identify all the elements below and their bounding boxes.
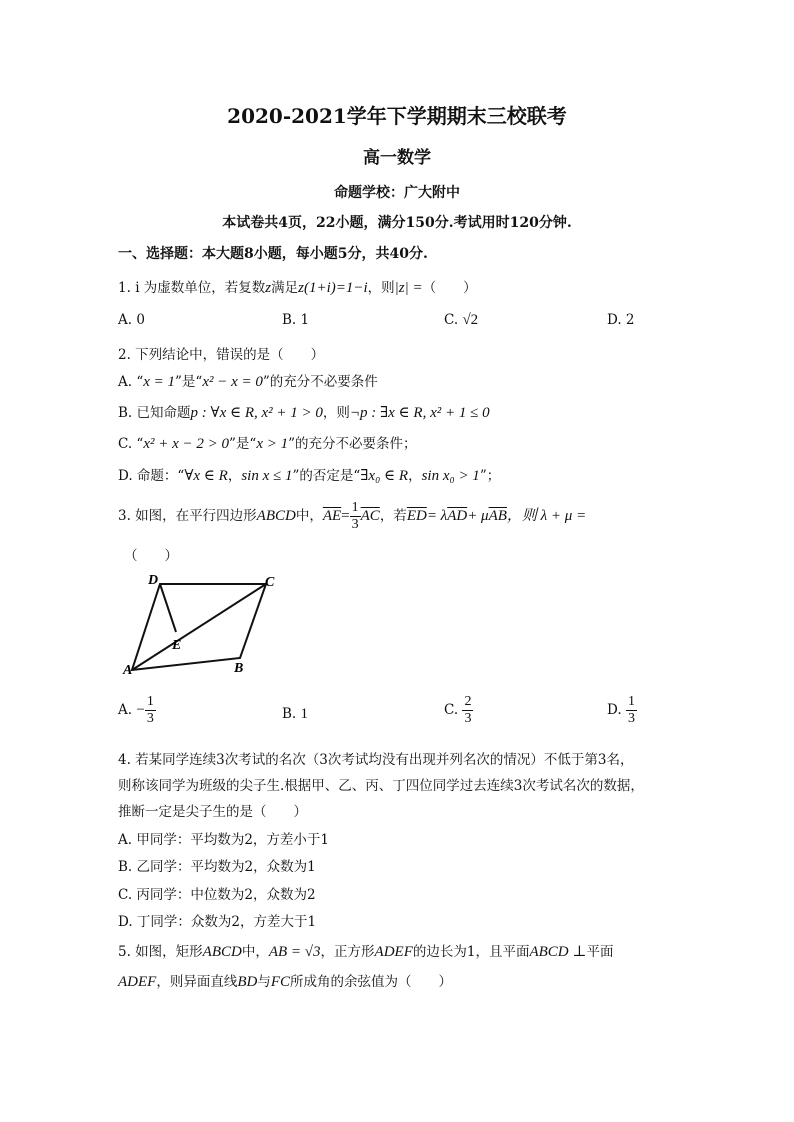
q3-option-b (282, 706, 308, 723)
q5-abcd-perp: ABCD ⊥ (529, 944, 587, 960)
q3-b-value: 1 (300, 706, 309, 722)
q3-a-den: 3 (146, 711, 154, 727)
q2-option-c (118, 432, 417, 453)
q2-b-pre: B. 已知命题 (118, 405, 191, 421)
q5-line-2 (118, 970, 452, 991)
q2-c-post: ”的充分不必要条件； (288, 436, 417, 452)
q2-d-post: ”； (479, 468, 501, 484)
q3-a-frac (145, 694, 156, 727)
exam-info: 本试卷共4页，22小题，满分150分.考试用时120分钟. (222, 215, 572, 231)
q3-fraction (350, 500, 361, 533)
q5-bd: BD (237, 974, 258, 990)
q2-d-math2: sin x ≤ 1 (241, 468, 293, 484)
label-e: E (172, 638, 182, 653)
q1-text-a: i 为虚数单位，若复数 (135, 280, 266, 296)
label-b: B (234, 661, 244, 676)
q2-a-mid: ”是“ (175, 374, 203, 390)
q1-option-a: A. 0 (118, 312, 145, 328)
q3-d-num: 1 (626, 694, 637, 711)
q1-var-z: z (265, 280, 272, 296)
q1-option-c-label: C. (444, 312, 459, 328)
q4-line-2: 则称该同学为班级的尖子生.根据甲、乙、丙、丁四位同学过去连续3次考试名次的数据， (118, 778, 644, 794)
q3-frac-den: 3 (351, 517, 359, 533)
q2-d-sep1: ， (227, 468, 242, 484)
q3-d-frac (626, 694, 637, 727)
q2-a-math2: x² − x = 0 (202, 374, 263, 390)
q5-abcd: ABCD (202, 944, 242, 960)
q3-c-num: 2 (462, 694, 473, 711)
q4-option-d: D. 丁同学：众数为2，方差大于1 (118, 914, 317, 930)
q5-mid5: ，则异面直线 (156, 974, 238, 990)
q2-a-pre: A. “ (118, 374, 144, 390)
q4-option-b: B. 乙同学：平均数为2，众数为1 (118, 859, 316, 875)
q1-number: 1. (118, 280, 131, 296)
exam-school: 命题学校：广大附中 (334, 185, 460, 201)
q3-a-label: A. (118, 702, 133, 719)
q3-eq2: = λ (426, 508, 448, 525)
diagonal-ac (132, 584, 266, 670)
q3-d-label: D. (607, 702, 622, 719)
q1-abs: |z| = (394, 280, 423, 296)
label-d: D (148, 573, 159, 588)
exam-subtitle: 高一数学 (363, 148, 431, 168)
q5-adef: ADEF (374, 944, 413, 960)
q2-option-d (118, 464, 500, 485)
q1-blank: （ ） (422, 280, 477, 296)
section-heading: 一、选择题：本大题8小题，每小题5分，共40分. (118, 246, 428, 262)
q3-stem (118, 500, 586, 533)
q2-d-math4: sin x₀ > 1 (421, 468, 480, 484)
q2-option-b (118, 401, 490, 422)
q1-equation: z(1+i)=1−i (298, 280, 368, 296)
q2-a-post: ”的充分不必要条件 (262, 374, 378, 390)
q2-c-mid: ”是“ (229, 436, 257, 452)
parallelogram-figure (118, 570, 288, 680)
q2-c-math2: x > 1 (256, 436, 289, 452)
q3-vector-ad: $\overline{AD}$ (447, 508, 468, 525)
q3-vector-ab: $\overline{AB}$ (488, 508, 507, 525)
q5-mid4: 平面 (586, 944, 614, 960)
q5-mid6: 与 (257, 974, 271, 990)
q3-c-frac (462, 694, 473, 727)
q2-stem: 2. 下列结论中，错误的是（ ） (118, 347, 325, 363)
q2-c-math1: x² + x − 2 > 0 (143, 436, 230, 452)
q5-adef2: ADEF (118, 974, 157, 990)
q2-d-mid: ”的否定是“ (292, 468, 361, 484)
q2-d-pre: D. 命题：“ (118, 468, 185, 484)
q5-pre: 5. 如图，矩形 (118, 944, 203, 960)
q1-option-c (444, 312, 478, 329)
q4-option-a: A. 甲同学：平均数为2，方差小于1 (118, 832, 330, 848)
q2-b-math2: ¬p : ∃x ∈ R, x² + 1 ≤ 0 (349, 405, 490, 421)
q3-pre: 3. 如图，在平行四边形 (118, 508, 257, 525)
q1-text-b: 满足 (271, 280, 299, 296)
q2-c-pre: C. “ (118, 436, 144, 452)
q2-d-math1: ∀x ∈ R (184, 468, 228, 484)
q4-option-c: C. 丙同学：中位数为2，众数为2 (118, 887, 316, 903)
q3-option-a (118, 694, 156, 727)
q4-line-3: 推断一定是尖子生的是（ ） (118, 804, 307, 820)
q3-mid1: 中， (295, 508, 323, 525)
q3-plus: + μ (467, 508, 489, 525)
q3-vector-ac: $\overline{AC}$ (360, 508, 380, 525)
label-a: A (123, 663, 133, 678)
q3-b-label: B. (282, 706, 297, 722)
q2-b-math1: p : ∀x ∈ R, x² + 1 > 0 (190, 405, 323, 421)
q3-a-sign: − (136, 702, 145, 719)
q3-d-den: 3 (627, 711, 635, 727)
q2-d-math3: ∃x₀ ∈ R (360, 468, 409, 484)
q5-mid3: 的边长为1，且平面 (412, 944, 530, 960)
q2-option-a (118, 370, 378, 391)
q5-fc: FC (270, 974, 290, 990)
q1-option-c-value: √2 (462, 312, 479, 328)
label-c: C (265, 575, 275, 590)
q3-shape: ABCD (256, 508, 296, 525)
q2-b-mid: ，则 (322, 405, 350, 421)
q5-mid1: 中， (241, 944, 269, 960)
q3-frac-num: 1 (350, 500, 361, 517)
q3-c-label: C. (444, 702, 459, 719)
segment-de (160, 584, 176, 632)
q3-vector-ed: $\overline{ED}$ (406, 508, 427, 525)
q3-a-num: 1 (145, 694, 156, 711)
q3-eq: = (341, 508, 350, 525)
q2-d-sep2: ， (408, 468, 422, 484)
q5-mid2: ，正方形 (320, 944, 375, 960)
q1-text-c: ，则 (367, 280, 395, 296)
q3-vector-ae: $\overline{AE}$ (322, 508, 342, 525)
exam-title: 2020-2021学年下学期期末三校联考 (227, 104, 567, 128)
q3-mid2: ，若 (379, 508, 407, 525)
q1-option-b: B. 1 (282, 312, 310, 328)
q5-ab: AB = √3 (268, 944, 321, 960)
q4-line-1: 4. 若某同学连续3次考试的名次（3次考试均没有出现并列名次的情况）不低于第3名， (118, 752, 634, 768)
q2-a-math1: x = 1 (143, 374, 176, 390)
q3-option-d (607, 694, 637, 727)
question-1 (118, 276, 477, 297)
q5-line-1 (118, 940, 613, 961)
q3-blank: （ ） (124, 548, 178, 564)
q1-option-d: D. 2 (607, 312, 635, 328)
q3-option-c (444, 694, 473, 727)
q3-post: ，则 λ + μ = (506, 508, 587, 525)
q5-post: 所成角的余弦值为（ ） (290, 974, 452, 990)
q3-c-den: 3 (464, 711, 472, 727)
